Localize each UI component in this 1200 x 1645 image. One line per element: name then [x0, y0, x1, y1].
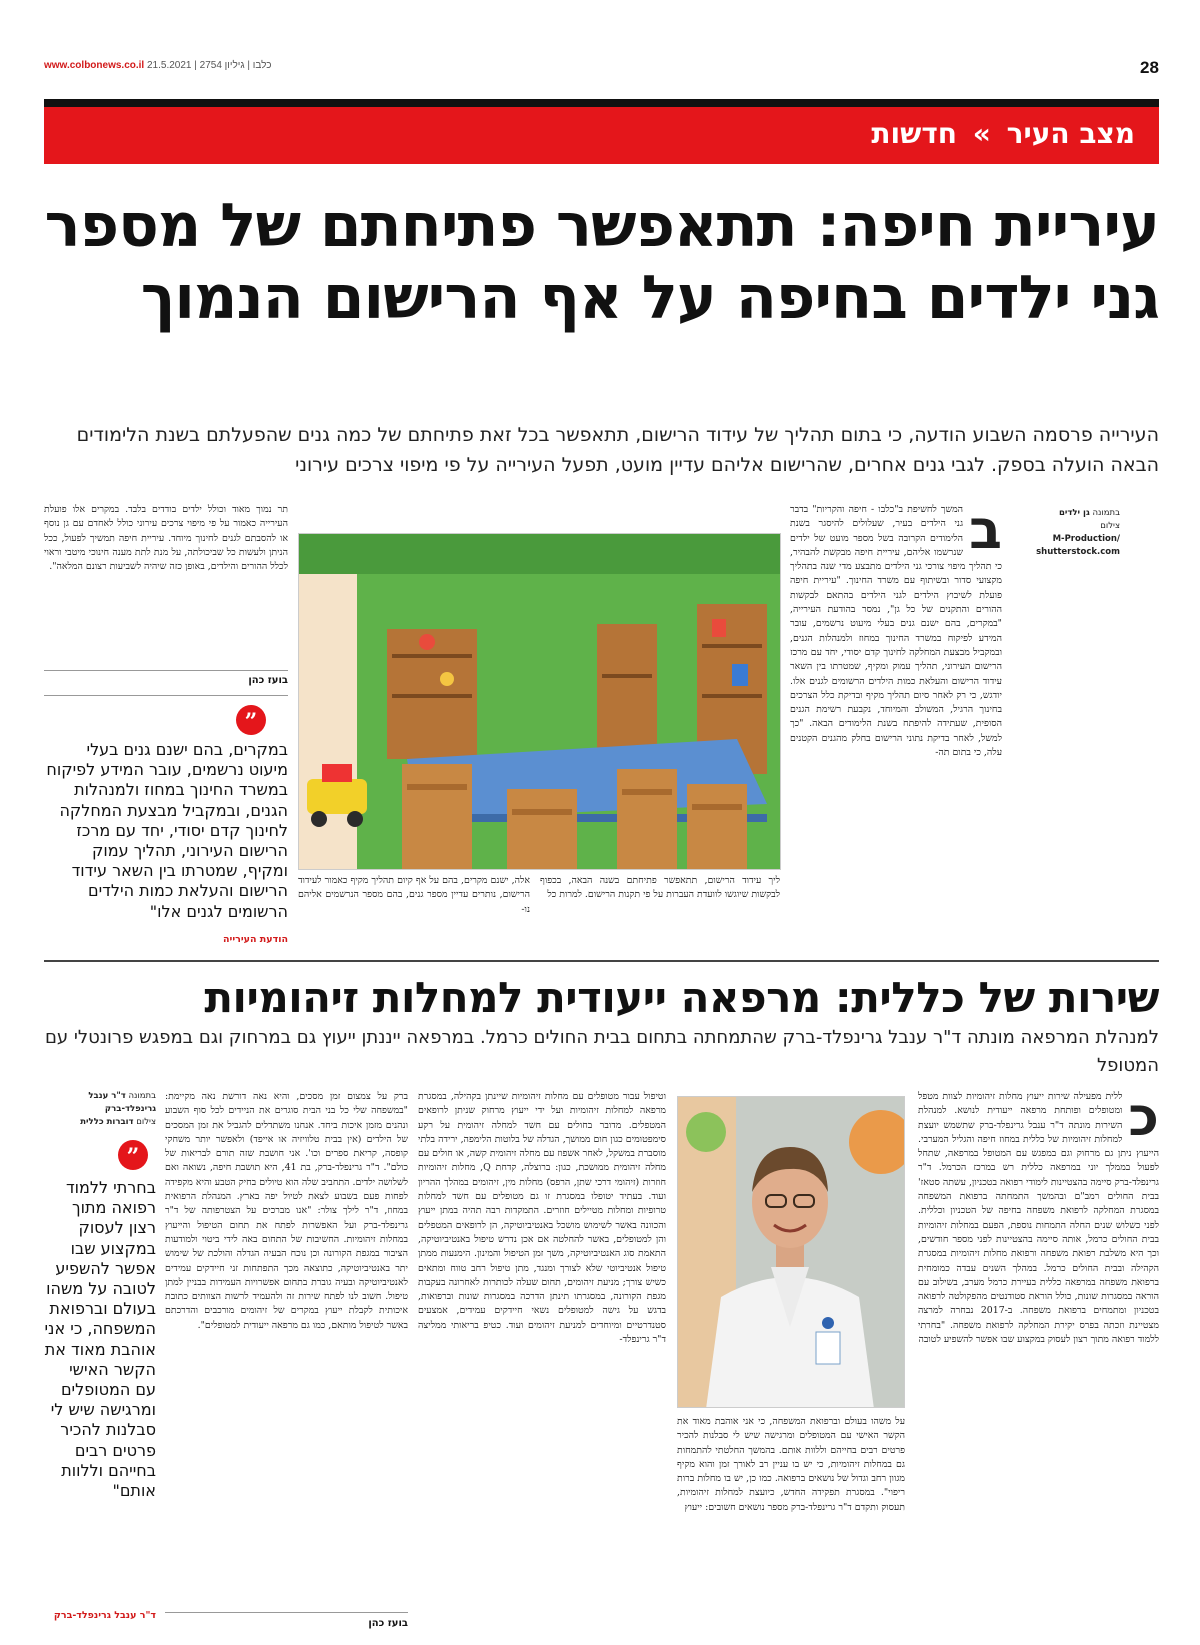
article2-photo-caption: בתמונה ד"ר ענבל גרינפלד-ברק צילום דוברות כללית: [80, 1091, 156, 1127]
article2-column-2: על משהו בעולם וברפואת המשפחה, כי אני אוהבת מאוד את הקשר האישי עם המטופלים ומרגישה שיש לי סבלנות להכיר פרטים רבים בחייהם וללוות אותם. בהמשך החלטתי להתמחות גם במחלות זיהומיות, כי יש בו עניין רב לאורך זמן והוא מקיף מגוון רחב וגדול של נושאים ברפואה. כמו כן, יש בו מחלות ברות ריפוי". במסגרת תפקידה החדש, כיועצת למחלות זיהומיות, תעסוק ותקדם ד"ר גרינפלד-ברק מספר נושאים חשובים: ייעוץ: [677, 1416, 905, 1513]
article2-headline: שירות של כללית: מרפאה ייעודית למחלות זיהומיות: [204, 973, 1159, 1022]
article1-column-1: ב המשך לחשיפת ב"כלבו - חיפה והקריות" בדבר גני הילדים בעיר, שעלולים להיסגר בשנת הלימודים הקרובה בשל מספר מועט של ילדים שנרשמו אליהם, עיריית חיפה מבקשת להבהיר, כי תהליך מיפוי צורכי גני הילדים מתבצע מדי שנה בתהליך מקצועי סדור ובשיתוף עם משרד החינוך. "עיריית חיפה פועלת לשיבוץ הילדים לגני הילדים בהתאם לבקשות ההורים והתקנים של כל גן", נמסר בהודעת העירייה, "במקרים, בהם ישנם גנים בעלי מיעוט נרשמים, עובר המידע לפיקוח במשרד החינוך במחוז ולמנהלות הגנים, ובמקביל מבצעת המחלקה לחינוך קדם יסודי, יחד עם מרכז הרישום העירוני, תהליך עמוק ומקיף, שמטרתו בין השאר עידוד הרישום והעלאת כמות הילדים הרשומים לגנים אלו. יודגש, כי רק לאחר סיום תהליך מקיף ובדיקת כלל הצרכים בחינוך הרגיל, המשולב והמיוחד, נקבעת רשימת הגנים הסופית, שעתידה להיפתח בשנת הלימודים הבאה. "כך למשל, לאחר בדיקת נתוני הרישום בחלק מהגנים הקטנים עלה, כי בתום תה-: [790, 503, 1002, 759]
article1-column-2: ליך עידוד הרישום, תתאפשר פתיחתם בשנה הבאה, בכפוף לבקשות שיוגשו לוועדת העברות על פי תקנות הרישום. למרות כל: [540, 875, 780, 901]
article1-lead: העירייה פרסמה השבוע הודעה, כי בתום תהליך של עידוד הרישום, תתאפשר בכל זאת פתיחתם של כמה גנים שהפעלתם בשנת הלימודים הבאה הועלה בספק. לגבי גנים אחרים, שהרישום אליהם עדיין מועט, תפעל העירייה על פי מיפוי צרכים עירוני: [76, 424, 1159, 476]
doctor-image: [677, 1097, 904, 1408]
quote-icon: ”: [236, 705, 266, 735]
double-chevron-icon: »: [972, 117, 991, 150]
article1-pullquote-source: הודעת העירייה: [223, 934, 288, 945]
article2-pullquote-source: ד"ר ענבל גרינפלד-ברק: [53, 1610, 156, 1621]
article1-pullquote: במקרים, בהם ישנם גנים בעלי מיעוט נרשמים, עובר המידע לפיקוח במשרד החינוך במחוז ולמנהלות הגנים, ובמקביל מבצעת המחלקה לחינוך קדם יסודי, יחד עם מרכז הרישום העירוני, תהליך עמוק ומקיף, שמטרתו בין השאר עידוד הרישום והעלאת כמות הילדים הרשומים לגנים אלו": [46, 740, 288, 921]
quote-icon: ”: [118, 1140, 148, 1170]
article2-dropcap: כ: [1128, 1090, 1159, 1148]
article2-author: בועז כהן: [368, 1618, 408, 1629]
issue-meta: [44, 60, 271, 71]
divider: [44, 695, 288, 696]
article1-author: בועז כהן: [248, 675, 288, 686]
section-label: מצב העיר: [1006, 117, 1135, 150]
kindergarten-image: [298, 534, 780, 870]
doctor-portrait-photo: [677, 1096, 905, 1408]
section-banner: [44, 99, 1159, 164]
divider: [44, 670, 288, 671]
article1-column-4: תר נמוך מאוד וכולל ילדים בודדים בלבד. במקרים אלו פועלת העירייה כאמור על פי מיפוי צרכים עירוני כולל לאחדם עם גן נוסף או להסבתם לגנים לחינוך מיוחד. עיריית חיפה תמשיך לפעול, ככל הניתן ולעשות כל שביכולתה, על מנת לתת מענה חינוכי מיטבי וראוי לכלל ההורים והילדים, באופן כזה שיהיה לשביעות רצונם המלאה".: [44, 504, 288, 573]
article1-dropcap: ב: [969, 503, 1002, 561]
site-url[interactable]: www.colbonews.co.il: [44, 60, 145, 71]
divider: [165, 1612, 408, 1613]
article2-column-1: כ ללית מפעילה שירות ייעוץ מחלות זיהומיות לצוות מטפל ומטופלים ופותחת מרפאה ייעודית לנושא. למנהלת השירות מונתה ד"ר ענבל גרינפלד-ברק שתשמש יועצת למחלות זיהומיות של כללית במחוז חיפה והגליל המערבי. הייעוץ ניתן גם מרחוק וגם במפגש עם המטופל במרפאה, שתחל לפעול בממלך יוני במרפאה כללית רש במרכז הכרמל. ד"ר גרינפלד-ברק סיימה בהצטיינות לימודי רפואה בטכניון, עשתה סטאז' בבית החולים רמב"ם ובהמשך התמחתה ברפואת המשפחה במסגרת המחלקה לרפואת משפחה בחיפה של הטכניון וכללית. לפני כשלוש שנים החלה התמחות נוספת, הפעם במחלות זיהומיות בבית החולים כרמל, אותה סיימה בהצטיינות לפני מספר חודשים, וכך היא משלבת רפואת משפחה ורפואת מחלות זיהומיות במסגרת הקהילה ובבית החולים כרמל. במהלך השנים עבדה כמומחית ברפואת משפחה במרפאה כללית בעיירת כרמל מערב, בשילוב עם הוראה במסגרות שונות, כולל הוראת סטודנטים מהפקולטה לרפואה בטכניון ומתמחים ברפואת משפחה. ב-2017 נבחרה למרצה מצטיינת וזכתה בפרס יקירת המחלקה לרפואת משפחה. "בחרתי ללמוד רפואה מתוך רצון לעסוק במקצוע שבו אפשר להשפיע לטובה: [918, 1090, 1159, 1346]
article2-column-4: ברק על צמצום זמן מסכים, והיא נאה דורשת נאה מקיימת: "במשפחה שלי כל בני הבית סוגרים את הניידים לכל סוף השבוע ונהנים מזמן איכות ביחד. אנחנו משתדלים להגביל את זמן המסכים של הילדים (אין בבית טלוויזיה או אייפד) ולאפשר יותר משחקי קופסה, קריאת ספרים וכו'. אני חושבת שזה תורם לבריאות של כולם". ד"ר גרינפלד-ברק, בת 41, היא תושבת חיפה, נשואה ואם לשלושה ילדים. התחביב שלה הוא טיולים בחיק הטבע והיא מקפידה לפחות פעם בשבוע לצאת לטיול יפה בארץ. המנהלת הרפואית במחוז, ד"ר לילך צולר: "אנו מברכים על הצטרפותה של ד"ר גרינפלד-ברק ועל האפשרות לפתח את תחום הטיפול והייעוץ במחלות זיהומיות. החשיבות של התחום באה לידי ביטוי ולמודעות הציבור במגפת הקורונה וכן נוכח הבעיה הגדלה והולכת של שימוש יתר באנטיביוטיקה, כתוצאה מכך התפתחות זני חיידקים עמידים לאנטיביוטיקה ובעיה גוברת בתחום אפשרויות העמידות בבניין למתן טיפול. חשוב לנו לפתח שירות זה ולהעמיד לרשות הצוותים כתובת איכותית לקבלת ייעוץ במקרים של זיהומים מורכבים והדרכתם באשר לטיפול מותאם, כמו גם מרפאה ייעודית למטופלים".: [165, 1091, 408, 1331]
article1-column-3: אלה, ישנם מקרים, בהם על אף קיום תהליך מקיף כאמור לעידוד הרישום, נותרים עדיין מספר גנים, בהם מספר הנרשמים אליהם נו-: [298, 875, 530, 915]
article2-pullquote: בחרתי ללמוד רפואה מתוך רצון לעסוק במקצוע שבו אפשר להשפיע לטובה על משהו בעולם וברפואת המשפחה, כי אני אוהבת מאוד את הקשר האישי עם המטופלים ומרגישה שיש לי סבלנות להכיר פרטים רבים בחייהם וללוות אותם": [44, 1178, 156, 1501]
article2-lead: למנהלת המרפאה מונתה ד"ר ענבל גרינפלד-ברק שהתמחתה בתחום בבית החולים כרמל. במרפאה ייננתן ייעוץ גם במרחוק וגם במפגש פרונטלי עם המטופל: [44, 1027, 1159, 1076]
article1-photo-caption: בתמונה גן ילדים צילום M-Production/ shutterstock.com: [1036, 508, 1120, 557]
article2-column-3: וטיפול עבור מטופלים עם מחלות זיהומיות שיינתן בקהילה, במסגרת מרפאה למחלות זיהומיות ועל ידי ייעוץ מרחוק שניתן לרופאים המטפלים. מדובר בחולים עם חשד למחלה זיהומית על רקע סימפטומים כגון חום ממושך, הגדלה של בלוטות הלימפה, ירידה בלתי מוסברת במשקל, לאחר אשפוז עם מחלה זיהומית קשה, או חולים עם מחלה זיהומית ממושכת, כגון: ברוצלה, קדחת Q, מחלות זיהומיות חוזרות (זיהומי דרכי שתן, הרפס) מחלות מין, זיהומים במהלך ההריון ועוד. בעתיד יטופלו במסגרת זו גם מטופלים עם חשד למחלות טרופיות ומחלות מטיילים חוזרים. התמקדות רבה תהיה במתן ייעוץ והכוונה באשר לשימוש מושכל באנטיביוטיקה, הן לרופאים המטפלים והן למטופלים, באשר להחלטה אם אכן נדרש טיפול באנטיביוטיקה, התאמת סוג האנטיביוטיקה, משך זמן הטיפול והמינון. הימנעות ממתן טיפול אנטיביוטי שלא לצורך ומנגד, מתן טיפול רחב טווח ומתאים כשיש צורך; מניעת זיהומים, תחום שעלה לכותרות לאחרונה בעקבות מגפת הקורונה, במסגרתו תינתן הדרכה במסגרות שונות וברפואות, בדגש על גישה למטופלים נשאי חיידקים עמידים, אמצעים סטנדרטיים ומיוחדים למניעת זיהומים ועוד. כטיפ בריאותי ממליצה ד"ר גרינפלד-: [418, 1091, 666, 1346]
article-divider: [44, 960, 1159, 962]
page-number: 28: [1140, 58, 1159, 77]
issue-info: 21.5.2021 | כלבו | גיליון 2754: [146, 60, 272, 71]
section-category: חדשות: [871, 117, 958, 150]
article1-headline: עיריית חיפה: תתאפשר פתיחתם של מספר גני ילדים בחיפה על אף הרישום הנמוך: [44, 191, 1159, 333]
kindergarten-photo: [298, 533, 781, 870]
